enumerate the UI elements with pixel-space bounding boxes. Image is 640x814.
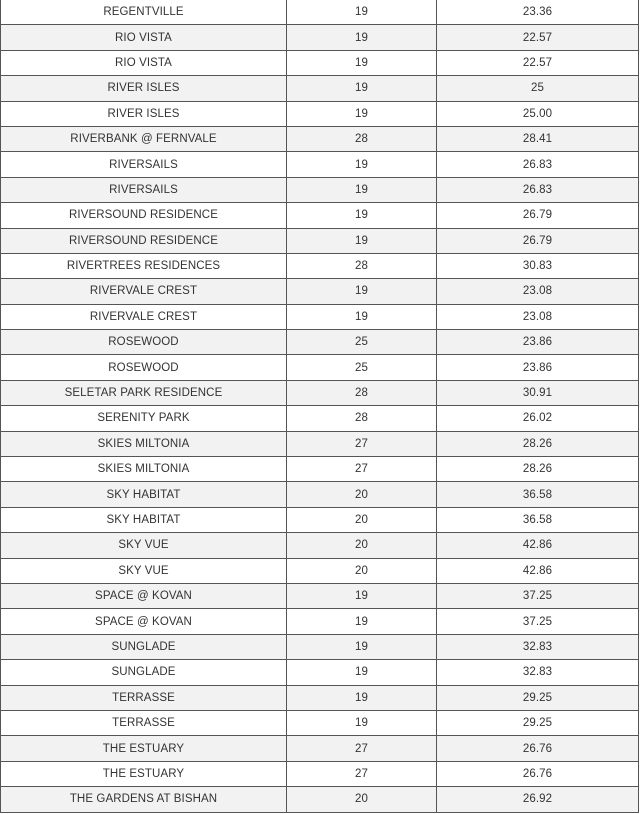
table-row xyxy=(1,380,639,405)
project-name-cell: RIVERSAILS xyxy=(1,177,287,202)
value-cell: 42.86 xyxy=(437,533,639,558)
value-cell: 36.58 xyxy=(437,507,639,532)
project-name-cell: SUNGLADE xyxy=(1,660,287,685)
value-cell: 23.86 xyxy=(437,330,639,355)
district-cell: 27 xyxy=(287,457,437,482)
project-name-cell: SKIES MILTONIA xyxy=(1,431,287,456)
value-cell: 28.41 xyxy=(437,126,639,151)
table-row xyxy=(1,279,639,304)
project-name-cell: TERRASSE xyxy=(1,685,287,710)
project-name-cell: ROSEWOOD xyxy=(1,355,287,380)
value-cell: 22.57 xyxy=(437,50,639,75)
district-cell: 19 xyxy=(287,101,437,126)
table-row xyxy=(1,660,639,685)
value-cell: 26.76 xyxy=(437,736,639,761)
table-row xyxy=(1,533,639,558)
table-row xyxy=(1,583,639,608)
district-cell: 27 xyxy=(287,431,437,456)
district-cell: 19 xyxy=(287,609,437,634)
project-name-cell: RIVER ISLES xyxy=(1,101,287,126)
table-row xyxy=(1,634,639,659)
value-cell: 26.83 xyxy=(437,152,639,177)
district-cell: 20 xyxy=(287,482,437,507)
table-row xyxy=(1,101,639,126)
table-row xyxy=(1,457,639,482)
value-cell: 37.25 xyxy=(437,609,639,634)
value-cell: 23.86 xyxy=(437,355,639,380)
table-body xyxy=(1,0,639,812)
project-name-cell: REGENTVILLE xyxy=(1,0,287,25)
table-row xyxy=(1,710,639,735)
table-row xyxy=(1,0,639,25)
project-name-cell: THE ESTUARY xyxy=(1,761,287,786)
table-row xyxy=(1,736,639,761)
project-name-cell: SELETAR PARK RESIDENCE xyxy=(1,380,287,405)
table-row xyxy=(1,761,639,786)
district-cell: 19 xyxy=(287,685,437,710)
district-cell: 19 xyxy=(287,583,437,608)
table-row xyxy=(1,507,639,532)
district-cell: 28 xyxy=(287,406,437,431)
value-cell: 26.79 xyxy=(437,203,639,228)
table-row xyxy=(1,177,639,202)
table-row xyxy=(1,609,639,634)
value-cell: 23.08 xyxy=(437,304,639,329)
table-row xyxy=(1,76,639,101)
district-cell: 20 xyxy=(287,533,437,558)
project-name-cell: RIVERBANK @ FERNVALE xyxy=(1,126,287,151)
district-cell: 19 xyxy=(287,660,437,685)
project-name-cell: RIVER ISLES xyxy=(1,76,287,101)
district-cell: 25 xyxy=(287,355,437,380)
district-cell: 19 xyxy=(287,279,437,304)
value-cell: 26.79 xyxy=(437,228,639,253)
table-row xyxy=(1,203,639,228)
project-name-cell: RIVERSOUND RESIDENCE xyxy=(1,228,287,253)
value-cell: 23.36 xyxy=(437,0,639,25)
district-cell: 19 xyxy=(287,228,437,253)
value-cell: 32.83 xyxy=(437,634,639,659)
district-cell: 19 xyxy=(287,76,437,101)
project-name-cell: SPACE @ KOVAN xyxy=(1,583,287,608)
district-cell: 20 xyxy=(287,558,437,583)
project-name-cell: SKY VUE xyxy=(1,533,287,558)
project-name-cell: SUNGLADE xyxy=(1,634,287,659)
value-cell: 30.91 xyxy=(437,380,639,405)
value-cell: 26.83 xyxy=(437,177,639,202)
project-name-cell: THE ESTUARY xyxy=(1,736,287,761)
project-name-cell: SPACE @ KOVAN xyxy=(1,609,287,634)
value-cell: 28.26 xyxy=(437,431,639,456)
district-cell: 19 xyxy=(287,203,437,228)
table-row xyxy=(1,152,639,177)
table-row xyxy=(1,787,639,812)
district-cell: 25 xyxy=(287,330,437,355)
value-cell: 26.76 xyxy=(437,761,639,786)
table-row xyxy=(1,685,639,710)
table-row xyxy=(1,304,639,329)
district-cell: 19 xyxy=(287,0,437,25)
value-cell: 37.25 xyxy=(437,583,639,608)
project-name-cell: SKY HABITAT xyxy=(1,507,287,532)
district-cell: 28 xyxy=(287,380,437,405)
table-row xyxy=(1,126,639,151)
district-cell: 19 xyxy=(287,304,437,329)
table-row xyxy=(1,406,639,431)
value-cell: 30.83 xyxy=(437,253,639,278)
project-name-cell: SKIES MILTONIA xyxy=(1,457,287,482)
table-row xyxy=(1,482,639,507)
district-cell: 20 xyxy=(287,787,437,812)
project-name-cell: SKY HABITAT xyxy=(1,482,287,507)
district-cell: 19 xyxy=(287,177,437,202)
district-cell: 19 xyxy=(287,50,437,75)
project-name-cell: SERENITY PARK xyxy=(1,406,287,431)
table-row xyxy=(1,25,639,50)
value-cell: 23.08 xyxy=(437,279,639,304)
project-name-cell: RIVERVALE CREST xyxy=(1,279,287,304)
value-cell: 36.58 xyxy=(437,482,639,507)
district-cell: 19 xyxy=(287,25,437,50)
project-name-cell: SKY VUE xyxy=(1,558,287,583)
project-name-cell: RIO VISTA xyxy=(1,25,287,50)
project-name-cell: ROSEWOOD xyxy=(1,330,287,355)
value-cell: 26.02 xyxy=(437,406,639,431)
district-cell: 19 xyxy=(287,152,437,177)
value-cell: 42.86 xyxy=(437,558,639,583)
value-cell: 28.26 xyxy=(437,457,639,482)
value-cell: 26.92 xyxy=(437,787,639,812)
value-cell: 29.25 xyxy=(437,710,639,735)
table-row xyxy=(1,330,639,355)
table-row xyxy=(1,50,639,75)
table-row xyxy=(1,558,639,583)
table-row xyxy=(1,355,639,380)
table-row xyxy=(1,228,639,253)
project-name-cell: RIVERTREES RESIDENCES xyxy=(1,253,287,278)
value-cell: 25 xyxy=(437,76,639,101)
project-name-cell: RIVERVALE CREST xyxy=(1,304,287,329)
table-row xyxy=(1,253,639,278)
value-cell: 25.00 xyxy=(437,101,639,126)
district-cell: 27 xyxy=(287,736,437,761)
project-name-cell: RIVERSOUND RESIDENCE xyxy=(1,203,287,228)
district-cell: 28 xyxy=(287,126,437,151)
value-cell: 32.83 xyxy=(437,660,639,685)
table-row xyxy=(1,431,639,456)
project-name-cell: RIVERSAILS xyxy=(1,152,287,177)
project-name-cell: RIO VISTA xyxy=(1,50,287,75)
district-cell: 28 xyxy=(287,253,437,278)
district-cell: 19 xyxy=(287,710,437,735)
district-cell: 27 xyxy=(287,761,437,786)
project-name-cell: TERRASSE xyxy=(1,710,287,735)
value-cell: 22.57 xyxy=(437,25,639,50)
district-cell: 19 xyxy=(287,634,437,659)
district-cell: 20 xyxy=(287,507,437,532)
value-cell: 29.25 xyxy=(437,685,639,710)
project-name-cell: THE GARDENS AT BISHAN xyxy=(1,787,287,812)
